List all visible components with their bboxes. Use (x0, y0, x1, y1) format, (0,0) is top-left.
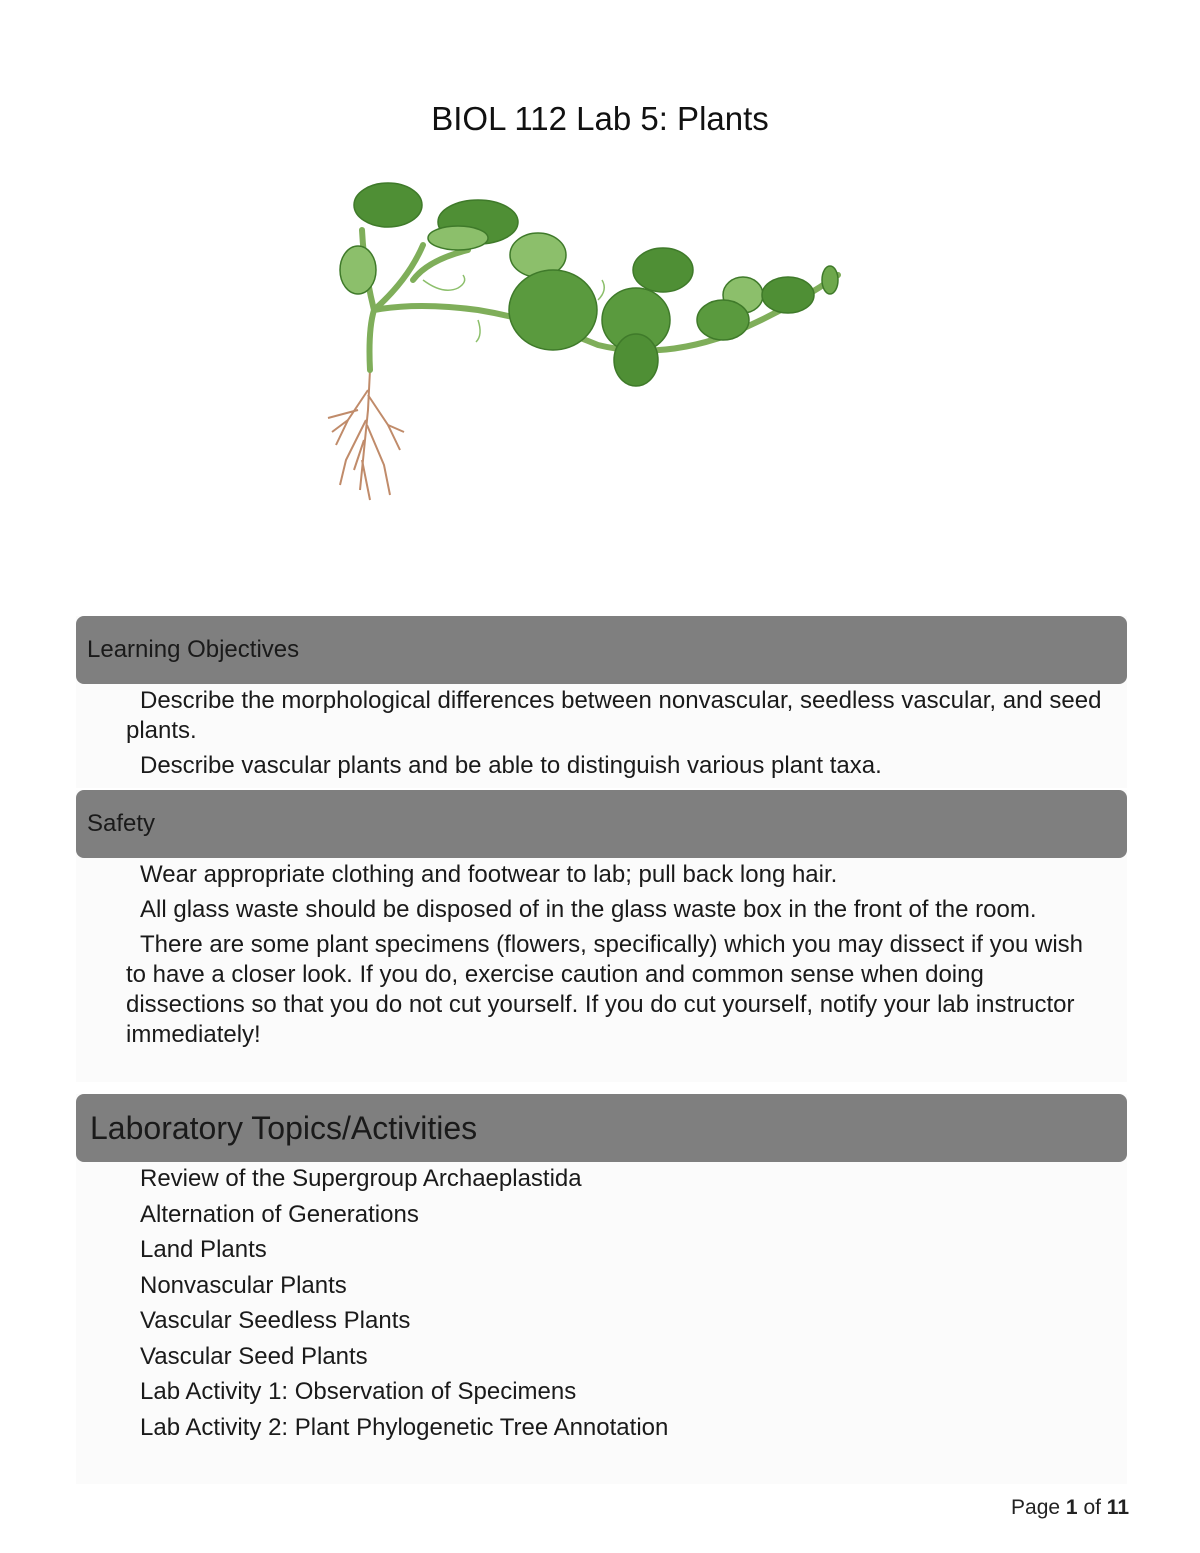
topic-item: Lab Activity 1: Observation of Specimens (140, 1378, 577, 1405)
objective-item: Describe vascular plants and be able to distinguish various plant taxa. (140, 752, 882, 779)
topic-item: Nonvascular Plants (140, 1271, 347, 1299)
safety-list (76, 858, 1127, 1050)
safety-heading: Safety (87, 810, 156, 837)
safety-header (76, 790, 1127, 858)
total-pages: 11 (1106, 1496, 1129, 1519)
laboratory-topics-heading: Laboratory Topics/Activities (90, 1109, 478, 1146)
topic-item: Vascular Seed Plants (140, 1342, 368, 1370)
safety-section (76, 790, 1127, 1082)
topic-item: Alternation of Generations (140, 1200, 419, 1228)
safety-item: There are some plant specimens (flowers, specifically) which you may dissect if you wish to have a closer look. If you do, exercise caution and common sense when doing dissections so that you do not cut yourself. If you do cut yourself, notify your lab instructor immediately! (126, 931, 1084, 1048)
plant-vine-illustration-icon (318, 170, 858, 515)
page-footer (1011, 1496, 1129, 1520)
laboratory-topics-list (76, 1162, 1127, 1443)
page-number: 1 (1065, 1496, 1078, 1519)
roots (328, 370, 404, 500)
safety-item: Wear appropriate clothing and footwear to lab; pull back long hair. (140, 861, 838, 888)
learning-objectives-header (76, 616, 1127, 684)
laboratory-topics-header (76, 1094, 1127, 1162)
topic-item: Land Plants (140, 1236, 267, 1263)
safety-item: All glass waste should be disposed of in the glass waste box in the front of the room. (140, 896, 1037, 923)
topic-item: Vascular Seedless Plants (140, 1307, 411, 1334)
topic-item: Review of the Supergroup Archaeplastida (140, 1165, 582, 1192)
laboratory-topics-section (76, 1094, 1127, 1484)
page-word: Page (1011, 1496, 1061, 1519)
leaves (340, 183, 838, 386)
document-title: BIOL 112 Lab 5: Plants (431, 100, 769, 137)
learning-objectives-list (76, 684, 1127, 781)
objective-item: Describe the morphological differences between nonvascular, seedless vascular, and seed plants. (126, 687, 1102, 744)
learning-objectives-heading: Learning Objectives (87, 636, 300, 663)
learning-objectives-section (76, 616, 1127, 788)
topic-item: Lab Activity 2: Plant Phylogenetic Tree Annotation (140, 1413, 669, 1441)
of-word: of (1083, 1496, 1101, 1519)
